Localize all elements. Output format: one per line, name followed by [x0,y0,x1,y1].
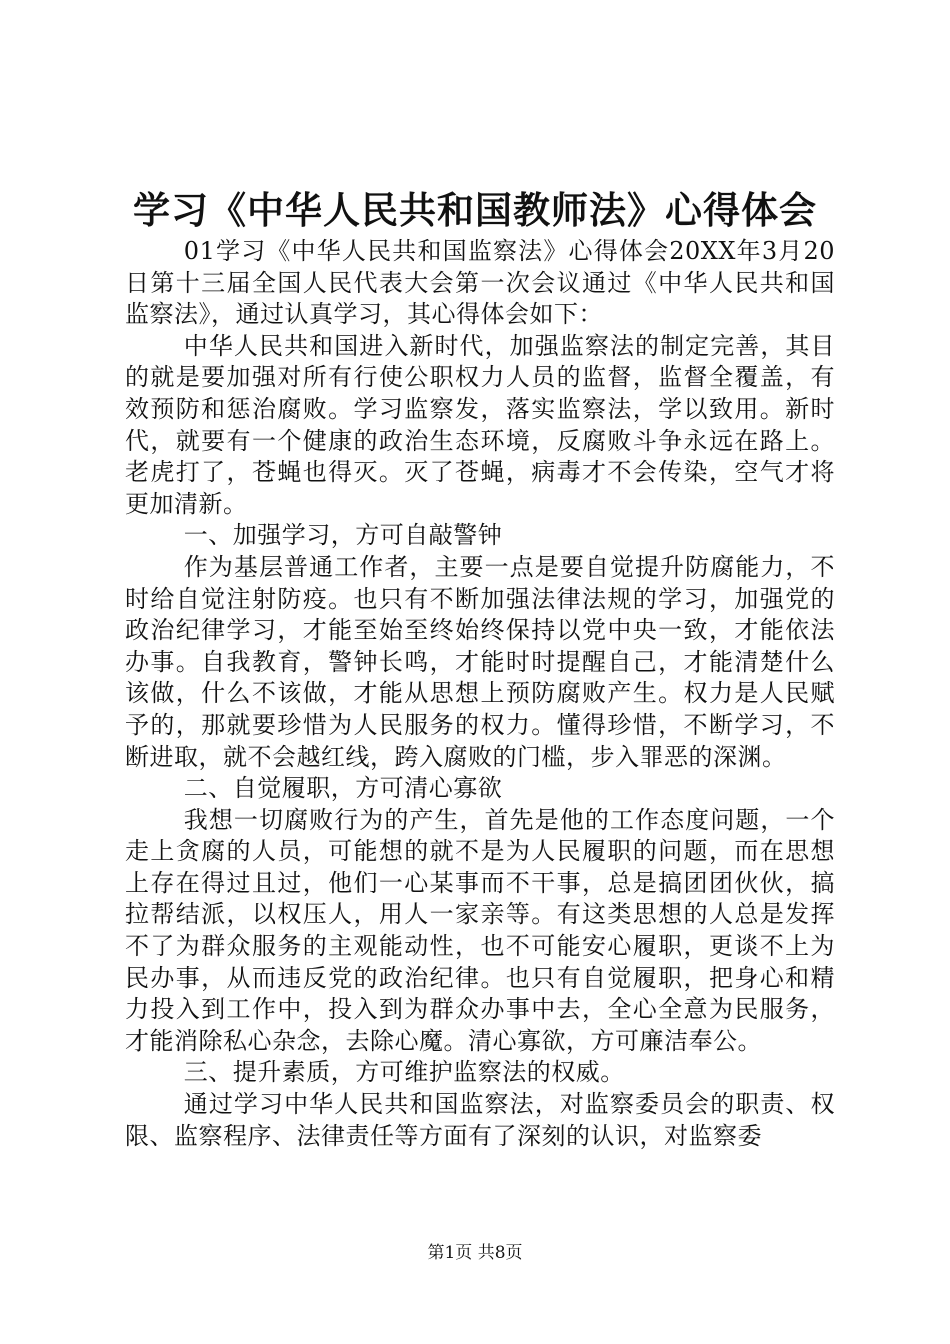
paragraph-section-2: 我想一切腐败行为的产生，首先是他的工作态度问题，一个走上贪腐的人员，可能想的就不是为人民履职的问题，而在思想上存在得过且过，他们一心某事而不干事，总是搞团团伙伙，搞拉帮结派，以权压人，用人一家亲等。有这类思想的人总是发挥不了为群众服务的主观能动性，也不可能安心履职，更谈不上为民办事，从而违反党的政治纪律。也只有自觉履职，把身心和精力投入到工作中，投入到为群众办事中去，全心全意为民服务，才能消除私心杂念，去除心魔。清心寡欲，方可廉洁奉公。 [125,805,835,1055]
document-title: 学习《中华人民共和国教师法》心得体会 [133,188,817,232]
paragraph-section-3: 通过学习中华人民共和国监察法，对监察委员会的职责、权限、监察程序、法律责任等方面有了深刻的认识，对监察委 [125,1090,835,1150]
paragraph-section-1: 作为基层普通工作者，主要一点是要自觉提升防腐能力，不时给自觉注射防疫。也只有不断加强法律法规的学习，加强党的政治纪律学习，才能至始至终始终保持以党中央一致，才能依法办事。自我教育，警钟长鸣，才能时时提醒自己，才能清楚什么该做，什么不该做，才能从思想上预防腐败产生。权力是人民赋予的，那就要珍惜为人民服务的权力。懂得珍惜，不断学习，不断进取，就不会越红线，跨入腐败的门槛，步入罪恶的深渊。 [125,552,835,771]
page-footer: 第1页 共8页 [427,1243,523,1263]
section-heading-1: 一、加强学习，方可自敲警钟 [183,521,503,550]
section-heading-2: 二、自觉履职，方可清心寡欲 [183,774,503,803]
paragraph-intro: 01学习《中华人民共和国监察法》心得体会20XX年3月20日第十三届全国人民代表大会第一次会议通过《中华人民共和国监察法》，通过认真学习，其心得体会如下： [125,237,835,329]
paragraph-new-era: 中华人民共和国进入新时代，加强监察法的制定完善，其目的就是要加强对所有行使公职权力人员的监督，监督全覆盖，有效预防和惩治腐败。学习监察发，落实监察法，学以致用。新时代，就要有一个健康的政治生态环境，反腐败斗争永远在路上。老虎打了，苍蝇也得灭。灭了苍蝇，病毒才不会传染，空气才将更加清新。 [125,331,835,518]
section-heading-3: 三、提升素质，方可维护监察法的权威。 [183,1058,625,1087]
document-body [125,236,835,1152]
